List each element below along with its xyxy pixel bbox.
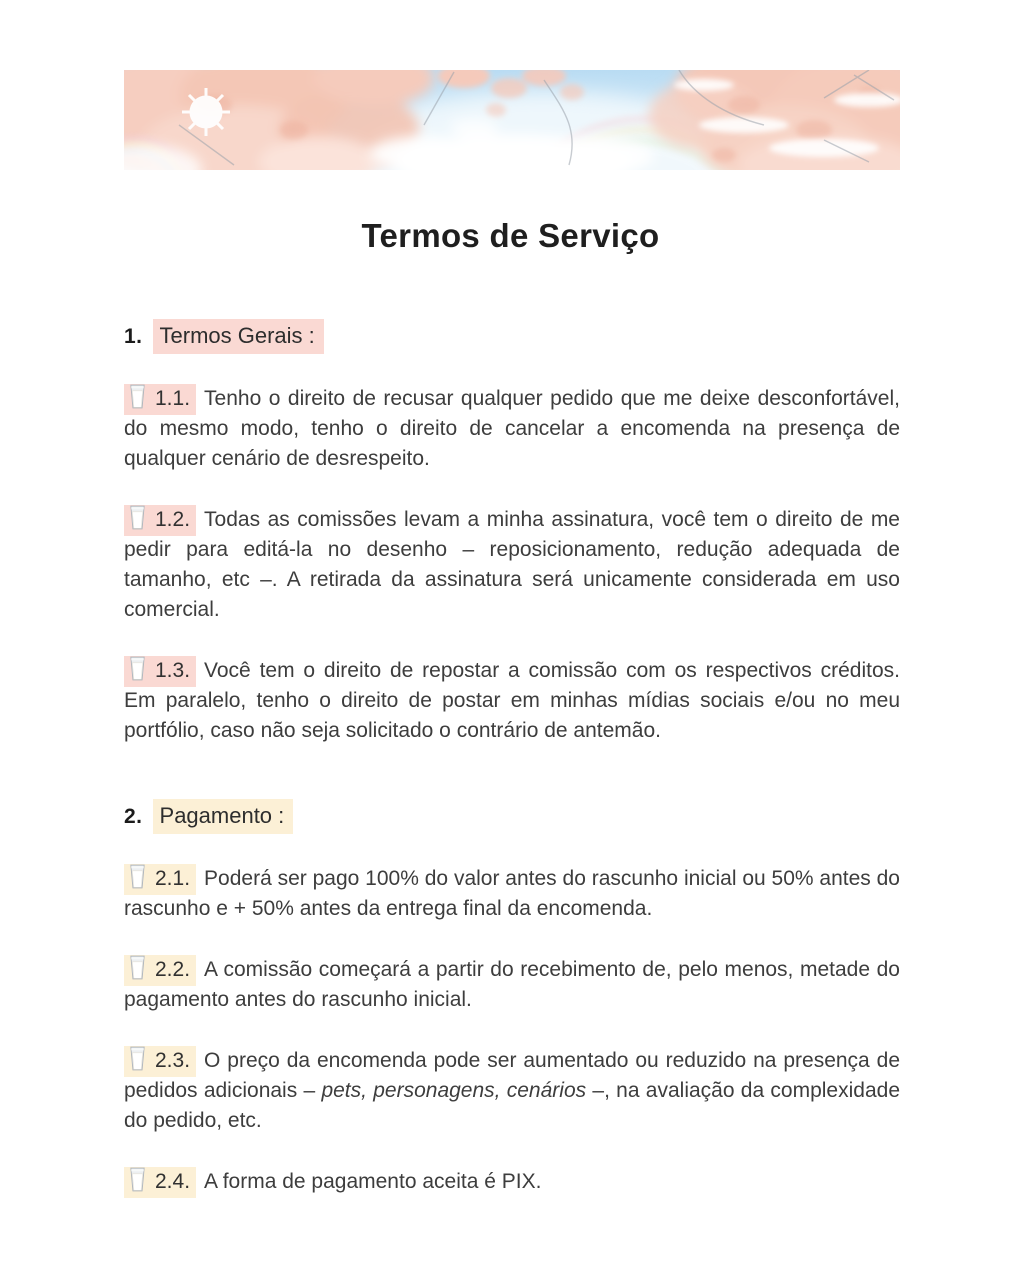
- text-segment: Poderá ser pago 100% do valor antes do rascunho inicial ou 50% antes do rascunho e + 50% antes da entrega final da encomenda.: [124, 867, 900, 920]
- section-items: [124, 384, 900, 746]
- section-heading: [124, 800, 900, 833]
- terms-item: [124, 1046, 900, 1136]
- text-segment: A forma de pagamento aceita é PIX.: [204, 1170, 542, 1193]
- item-label-highlight: [124, 864, 196, 895]
- milk-glass-icon: [128, 505, 147, 530]
- item-label-highlight: [124, 1167, 196, 1198]
- section-items: [124, 864, 900, 1197]
- section-number: 1.: [124, 325, 143, 348]
- item-label-highlight: [124, 505, 196, 536]
- terms-section: [124, 320, 900, 746]
- terms-item: [124, 656, 900, 746]
- text-segment: Tenho o direito de recusar qualquer pedido que me deixe desconfortável, do mesmo modo, tenho o direito de cancelar a encomenda na presença de qualquer cenário de desrespeito.: [124, 387, 900, 470]
- item-label: 2.3.: [155, 1049, 191, 1072]
- sun-doodle: [182, 88, 230, 136]
- item-label-highlight: [124, 955, 196, 986]
- text-segment: Todas as comissões levam a minha assinatura, você tem o direito de me pedir para editá-la no desenho – reposicionamento, redução adequada de tamanho, etc –. A retirada da assinatura será unicamente considerada em uso comercial.: [124, 508, 900, 621]
- item-text: [124, 958, 900, 1011]
- section-heading-text: Termos Gerais :: [153, 319, 324, 354]
- item-label: 2.2.: [155, 958, 191, 981]
- item-text: [124, 1049, 900, 1132]
- banner-illustration: [124, 70, 900, 170]
- document-body: [124, 320, 900, 1197]
- item-label: 1.1.: [155, 387, 191, 410]
- milk-glass-icon: [128, 656, 147, 681]
- item-text: [204, 1170, 541, 1193]
- milk-glass-icon: [128, 1167, 147, 1192]
- document-page: [0, 70, 1021, 1270]
- terms-item: [124, 864, 900, 924]
- text-segment: O preço da encomenda pode ser aumentado ou reduzido na presença de pedidos adicionais –: [124, 1049, 900, 1102]
- page-title: Termos de Serviço: [361, 217, 660, 254]
- item-label-highlight: [124, 384, 196, 415]
- item-text: [124, 867, 900, 920]
- terms-section: [124, 800, 900, 1197]
- item-label-highlight: [124, 1046, 196, 1077]
- milk-glass-icon: [128, 955, 147, 980]
- item-label: 1.3.: [155, 659, 191, 682]
- terms-item: [124, 505, 900, 625]
- section-heading-text: Pagamento :: [153, 799, 294, 834]
- milk-glass-icon: [128, 1046, 147, 1071]
- text-segment: A comissão começará a partir do recebimento de, pelo menos, metade do pagamento antes do rascunho inicial.: [124, 958, 900, 1011]
- item-label: 1.2.: [155, 508, 191, 531]
- item-text: [124, 508, 900, 621]
- section-number: 2.: [124, 805, 143, 828]
- text-segment: pets, personagens, cenários: [321, 1079, 587, 1102]
- terms-item: [124, 384, 900, 474]
- text-segment: Você tem o direito de repostar a comissão com os respectivos créditos. Em paralelo, tenho o direito de postar em minhas mídias sociais e/ou no meu portfólio, caso não seja solicitado o contrário de antemão.: [124, 659, 900, 742]
- terms-item: [124, 955, 900, 1015]
- section-heading: [124, 320, 900, 353]
- item-label: 2.1.: [155, 867, 191, 890]
- terms-item: [124, 1167, 900, 1197]
- item-label-highlight: [124, 656, 196, 687]
- milk-glass-icon: [128, 384, 147, 409]
- text-segment: –, na avaliação da complexidade do pedido, etc.: [124, 1079, 900, 1132]
- item-label: 2.4.: [155, 1170, 191, 1193]
- milk-glass-icon: [128, 864, 147, 889]
- item-text: [124, 387, 900, 470]
- item-text: [124, 659, 900, 742]
